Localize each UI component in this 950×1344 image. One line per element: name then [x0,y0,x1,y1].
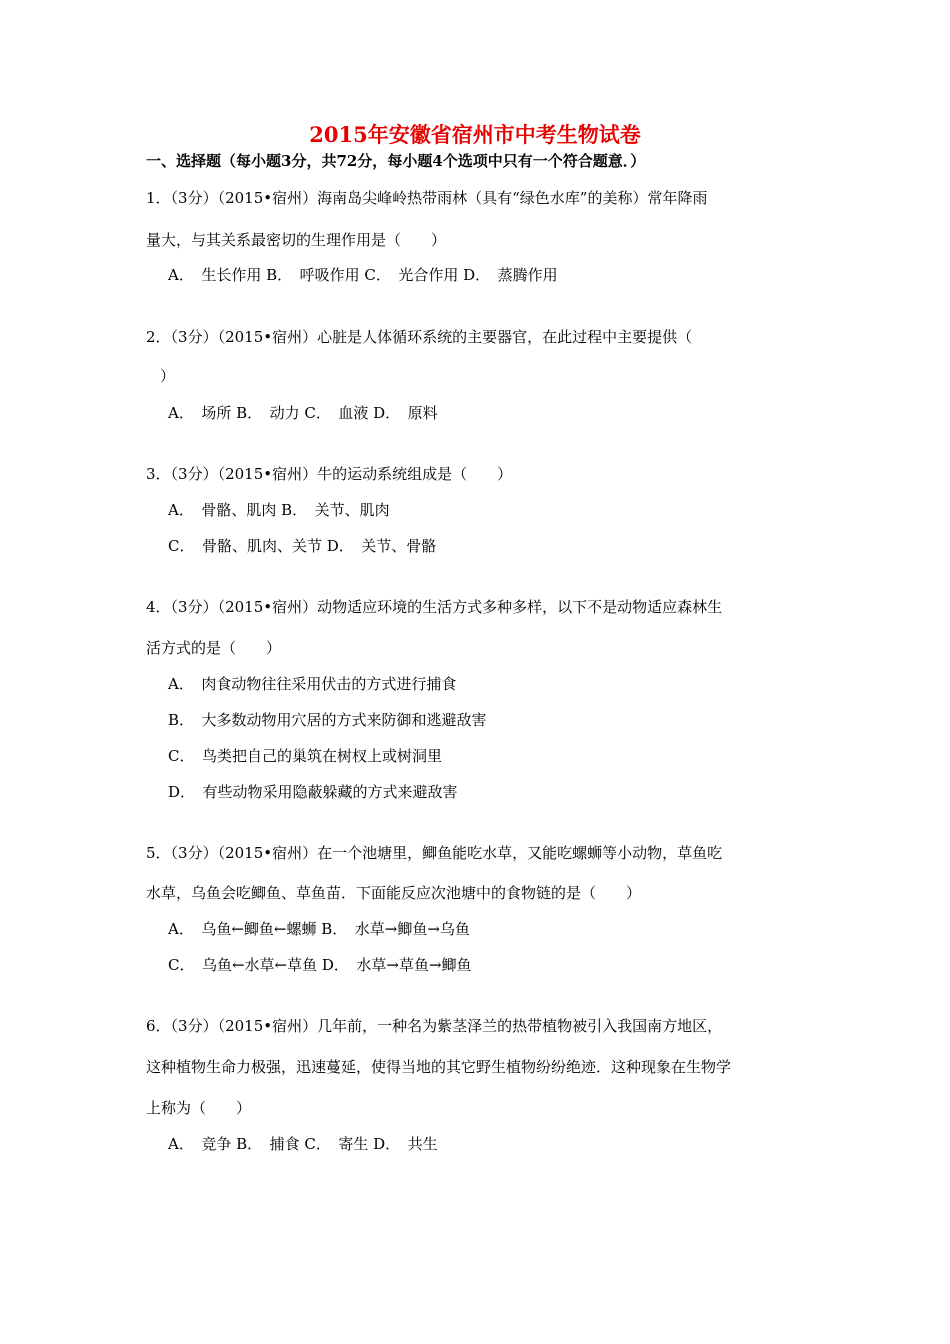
question-4-text-line-1: 4．（3分）（2015•宿州）动物适应环境的生活方式多种多样，以下不是动物适应森林生 [146,598,723,616]
question-4-option-a: A． 肉食动物往往采用伏击的方式进行捕食 [168,675,457,693]
question-3-text-line-1: 3．（3分）（2015•宿州）牛的运动系统组成是（ ） [146,465,513,483]
question-6-text-line-1: 6．（3分）（2015•宿州）几年前，一种名为紫茎泽兰的热带植物被引入我国南方地区， [146,1017,723,1035]
question-4-option-d: D． 有些动物采用隐蔽躲藏的方式来避敌害 [168,783,458,801]
question-5-options-c-d: C． 乌鱼←水草←草鱼 D． 水草→草鱼→鲫鱼 [168,956,472,974]
question-4-option-c: C． 鸟类把自己的巢筑在树杈上或树洞里 [168,747,442,765]
question-1-text-line-1: 1．（3分）（2015•宿州）海南岛尖峰岭热带雨林（具有“绿色水库”的美称）常年降雨 [146,189,708,207]
question-4-text-line-2: 活方式的是（ ） [146,639,282,657]
question-1-options: A． 生长作用 B． 呼吸作用 C． 光合作用 D． 蒸腾作用 [168,266,558,284]
question-3-options-c-d: C． 骨骼、肌肉、关节 D． 关节、骨骼 [168,537,437,555]
question-6-text-line-2: 这种植物生命力极强，迅速蔓延，使得当地的其它野生植物纷纷绝迹．这种现象在生物学 [146,1058,732,1076]
section-heading: 一、选择题（每小题3分，共72分，每小题4个选项中只有一个符合题意．） [146,152,646,170]
question-2-text-line-2: ） [160,367,176,385]
question-6-text-line-3: 上称为（ ） [146,1099,252,1117]
question-3-options-a-b: A． 骨骼、肌肉 B． 关节、肌肉 [168,501,390,519]
question-2-options: A． 场所 B． 动力 C． 血液 D． 原料 [168,404,438,422]
question-5-options-a-b: A． 乌鱼←鲫鱼←螺蛳 B． 水草→鲫鱼→乌鱼 [168,920,470,938]
question-5-text-line-2: 水草，乌鱼会吃鲫鱼、草鱼苗．下面能反应次池塘中的食物链的是（ ） [146,884,642,902]
question-5-text-line-1: 5．（3分）（2015•宿州）在一个池塘里，鲫鱼能吃水草，又能吃螺蛳等小动物，草鱼吃 [146,844,723,862]
question-1-text-line-2: 量大，与其关系最密切的生理作用是（ ） [146,231,447,249]
question-4-option-b: B． 大多数动物用穴居的方式来防御和逃避敌害 [168,711,487,729]
question-6-options: A． 竞争 B． 捕食 C． 寄生 D． 共生 [168,1135,438,1153]
question-2-text-line-1: 2．（3分）（2015•宿州）心脏是人体循环系统的主要器官，在此过程中主要提供（ [146,328,693,346]
exam-title: 2015年安徽省宿州市中考生物试卷 [309,122,641,147]
